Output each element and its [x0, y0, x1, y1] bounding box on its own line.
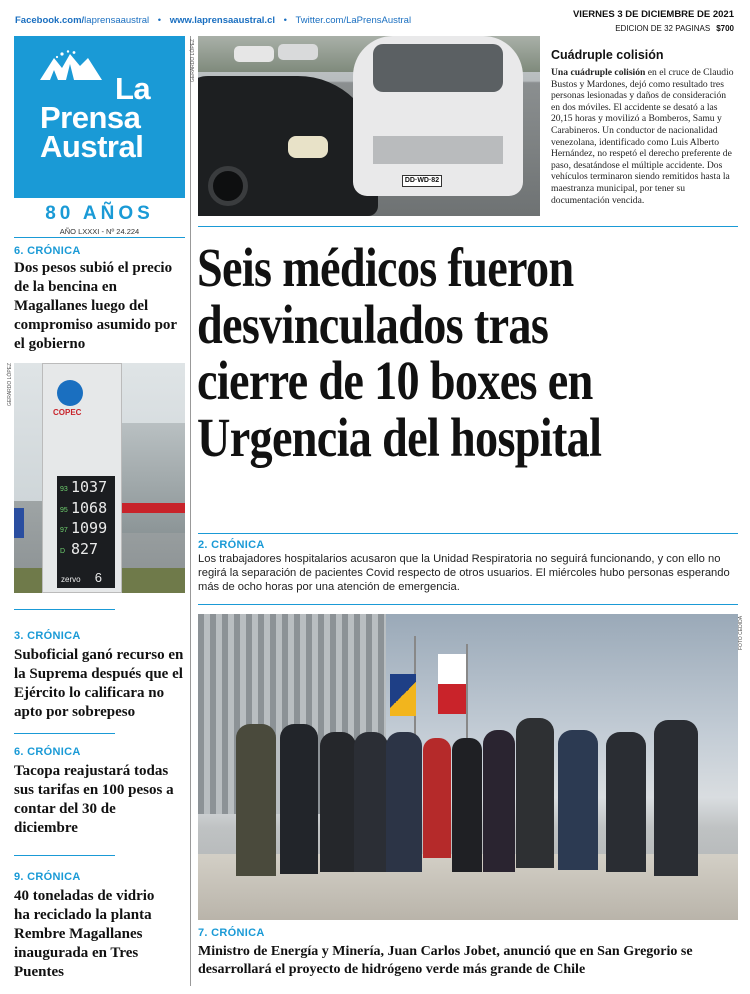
- divider: [14, 237, 185, 238]
- logo-word: Austral: [40, 129, 144, 164]
- headline-line: Urgencia del hospital: [197, 406, 602, 468]
- photo-credit: FOTO CEDIDA: [738, 615, 744, 650]
- fuel-price: 827: [71, 539, 99, 558]
- top-bar: [12, 8, 738, 34]
- section-label: 7. CRÓNICA: [198, 927, 265, 939]
- photo-credit: GERARDO LÓPEZ: [7, 362, 13, 406]
- divider: [14, 855, 115, 856]
- person: [452, 738, 482, 872]
- bumper: [373, 136, 503, 164]
- social-links: [15, 15, 411, 26]
- zervo-label: [61, 570, 102, 585]
- person: [516, 718, 554, 868]
- zervo-value: 6: [94, 570, 103, 585]
- logo-word: La: [115, 71, 151, 106]
- headlight: [288, 136, 328, 158]
- person: [280, 724, 318, 874]
- section-label: 2. CRÓNICA: [198, 539, 265, 551]
- section-label: 9. CRÓNICA: [14, 871, 81, 883]
- zervo-text: zervo: [61, 575, 81, 584]
- year-number: AÑO LXXXI - Nº 24.224: [59, 227, 140, 236]
- facebook-link-bold[interactable]: Facebook.com/: [15, 15, 85, 26]
- divider: [198, 533, 738, 534]
- section-label: 3. CRÓNICA: [14, 630, 81, 642]
- gas-price-photo: [14, 363, 185, 593]
- brief-text: en el cruce de Claudio Bustos y Mardones, dejó como resultado tres personas lesionadas y daños de consideración en dos móviles. El accidente se desató a las 20,15 horas y movilizó a Bomberos, Samu y Carabineros. Un conductor de nacionalidad venezolana, identificado como Luis Alberto Hernández, no respetó el derecho preferente de paso, desatándose el múltiple accidente. Dos vehículos terminaron siendo remitidos hasta la maestranza municipal, por tener su documentación vencida.: [551, 67, 734, 206]
- edition-pages: EDICION DE 32 PAGINAS: [615, 24, 711, 33]
- issue-date: VIERNES 3 DE DICIEMBRE DE 2021: [572, 9, 734, 20]
- fuel-price: 1037: [71, 478, 108, 496]
- section-label: 6. CRÓNICA: [14, 245, 81, 257]
- brand-label: COPEC: [53, 408, 82, 417]
- person: [320, 732, 356, 872]
- fuel-label: 97: [60, 527, 68, 534]
- divider: [14, 733, 115, 734]
- divider: [14, 609, 115, 610]
- column-divider: [190, 36, 191, 986]
- main-story-deck: Los trabajadores hospitalarios acusaron que la Unidad Respiratoria no seguirá funcionando, y con ello no regirá la separación de pacientes Covid respecto de otros usuarios. El miércoles hubo personas esperando más de ocho horas por una atención de emergencia.: [198, 553, 730, 593]
- website-link[interactable]: www.laprensaaustral.cl: [169, 15, 275, 26]
- person: [423, 738, 451, 858]
- story-headline[interactable]: 40 toneladas de vidrio ha reciclado la planta Rembre Magallanes inaugurada en Tres Puentes: [14, 888, 155, 980]
- fuel-price: 1068: [71, 498, 108, 517]
- separator: •: [157, 15, 162, 26]
- price: $700: [716, 24, 734, 33]
- wheel: [208, 166, 248, 206]
- headline-line: cierre de 10 boxes en: [197, 350, 593, 411]
- facebook-link-rest[interactable]: laprensaaustral: [84, 15, 150, 26]
- price-board: [57, 476, 115, 588]
- person: [654, 720, 698, 876]
- fuel-label: 95: [60, 506, 68, 514]
- fuel-label: D: [60, 547, 66, 555]
- divider: [198, 604, 738, 605]
- group-photo: [198, 614, 738, 920]
- person: [606, 732, 646, 872]
- logo-word: Prensa: [40, 100, 141, 135]
- windshield: [373, 44, 503, 92]
- person: [354, 732, 388, 872]
- parked-car: [234, 46, 274, 62]
- headline-line: Seis médicos fueron: [197, 237, 574, 298]
- copec-logo-icon: [57, 380, 83, 406]
- brief-title[interactable]: Cuádruple colisión: [551, 48, 664, 62]
- separator: •: [283, 15, 287, 26]
- regional-flag: [390, 674, 416, 716]
- anniversary-label: 80 AÑOS: [45, 203, 154, 224]
- edition-info: [615, 24, 734, 33]
- headline-line: desvinculados tras: [197, 293, 549, 355]
- bottom-story-caption[interactable]: Ministro de Energía y Minería, Juan Carlos Jobet, anunció que en San Gregorio se desarrollará el proyecto de hidrógeno verde más grande de Chile: [198, 944, 693, 977]
- story-headline[interactable]: Dos pesos subió el precio de la bencina en Magallanes luego del compromiso asumido por el gobierno: [14, 260, 177, 352]
- masthead-logo[interactable]: [14, 36, 185, 198]
- brief-lead: Una cuádruple colisión: [551, 67, 646, 78]
- chile-flag: [438, 654, 466, 714]
- twitter-link[interactable]: Twitter.com/LaPrensAustral: [295, 15, 412, 26]
- fuel-price: 1099: [71, 519, 108, 537]
- main-headline[interactable]: [197, 237, 651, 468]
- story-headline[interactable]: Tacopa reajustará todas sus tarifas en 100 pesos a contar del 30 de diciembre: [14, 763, 174, 836]
- fuel-labels: [60, 480, 68, 562]
- fuel-prices: [71, 477, 107, 559]
- fuel-label: 93: [60, 486, 68, 493]
- person: [386, 732, 422, 872]
- divider: [198, 226, 738, 227]
- photo-credit: GERARDO LÓPEZ: [190, 38, 196, 82]
- canopy-stripe: [114, 503, 185, 513]
- building-bg: [114, 423, 185, 533]
- person: [236, 724, 276, 876]
- brief-body: [551, 67, 737, 206]
- person: [558, 730, 598, 870]
- parked-car: [278, 44, 318, 60]
- section-label: 6. CRÓNICA: [14, 746, 81, 758]
- story-headline[interactable]: Suboficial ganó recurso en la Suprema después que el Ejército lo calificara no apto por sobrepeso: [14, 647, 184, 720]
- flag-pole-sign: [14, 508, 24, 538]
- price-sign: [42, 363, 122, 593]
- person: [483, 730, 515, 872]
- license-plate: DD·WD·82: [402, 175, 442, 187]
- crash-photo: [198, 36, 540, 216]
- masthead-title: [40, 71, 151, 164]
